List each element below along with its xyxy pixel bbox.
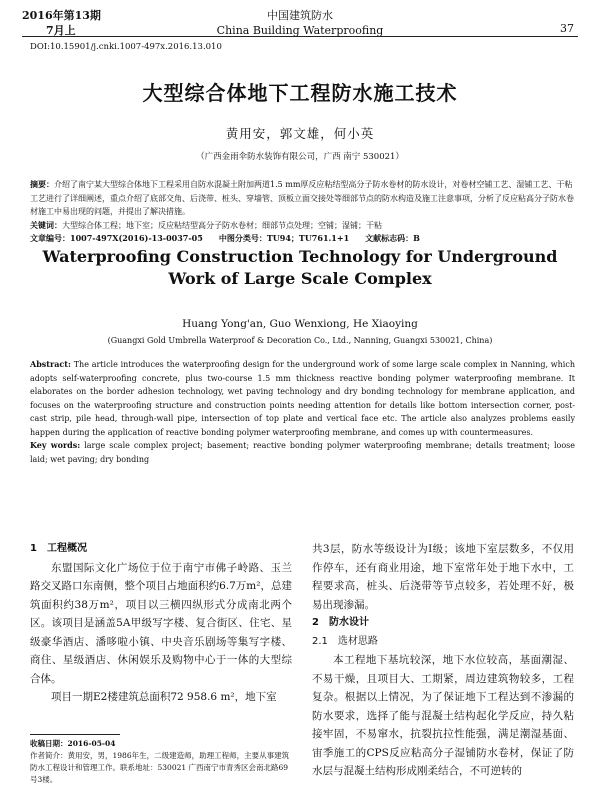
authors-cn: 黄用安，郭文雄，何小英	[225, 126, 375, 141]
section-1-heading: 1 工程概况	[30, 543, 87, 554]
year-issue: 2016年第13期	[22, 9, 101, 22]
affiliation-cn: （广西金雨伞防水装饰有限公司，广西 南宁 530021）	[196, 152, 404, 162]
abstract-en-label: Abstract:	[30, 359, 71, 369]
abstract-cn-label: 摘要：	[30, 179, 54, 189]
affiliation-en: (Guangxi Gold Umbrella Waterproof & Decoration Co., Ltd., Nanning, Guangxi 530021, China)	[107, 336, 493, 345]
keywords-en-label: Key words:	[30, 440, 81, 450]
right-paragraph-1: 共3层，防水等级设计为Ⅰ级；该地下室层数多，不仅用作停车，还有商业用途，地下室常年处于地下水中，工程要求高，桩头、后浇带等节点较多，若处理不好，极易出现渗漏。	[312, 543, 574, 611]
keywords-en: large scale complex project; basement; reactive bonding polymer waterproofing membrane; details treatment; loose laid; wet paving; dry bonding	[30, 441, 575, 464]
doi: DOI:10.15901/j.cnki.1007-497x.2016.13.010	[30, 42, 222, 52]
body-right-column	[312, 540, 574, 781]
header-rule	[22, 36, 578, 37]
article-meta: 文章编号：1007-497X(2016)-13-0037-05 中图分类号：TU94；TU761.1+1 文献标志码：B	[30, 233, 420, 243]
journal-name-en: China Building Waterproofing	[216, 24, 384, 37]
footnote	[30, 738, 292, 786]
author-info: 作者简介：黄用安，男，1986年生，二级建造师，助理工程师，主要从事建筑防水工程设计和管理工作。联系地址：530021 广西南宁市青秀区会南北路69号3楼。	[30, 751, 290, 784]
section-1-paragraph-2: 项目一期E2楼建筑总面积72 958.6 m²，地下室	[51, 691, 277, 703]
journal-name-header	[170, 8, 430, 38]
footnote-rule	[30, 734, 120, 735]
abstract-cn	[30, 178, 575, 246]
authors-en: Huang Yong'an, Guo Wenxiong, He Xiaoying	[182, 318, 418, 330]
issue-month: 7月上	[46, 24, 76, 37]
journal-issue-header	[22, 8, 101, 38]
section-2-1-heading: 2.1 选材思路	[312, 635, 378, 647]
section-2-heading: 2 防水设计	[312, 617, 369, 628]
journal-name-cn: 中国建筑防水	[267, 9, 333, 22]
section-1-paragraph-1: 东盟国际文化广场位于位于南宁市佛子岭路、玉兰路交叉路口东南侧，整个项目占地面积约6.7万m²，总建筑面积约38万m²，项目以三横四纵形式分成南北两个区。该项目是涵盖5A甲级写字楼、复合街区、住宅、星级豪华酒店、潘哆啦小镇、中央音乐剧场等集写字楼、商住、星级酒店、休闲娱乐及购物中心于一体的大型综合体。	[30, 561, 292, 685]
abstract-en	[30, 358, 575, 466]
abstract-en-text: The article introduces the waterproofing design for the underground work of some large scale complex in Nanning, which adopts self-waterproofing concrete, plus two-course 1.5 mm thickness reactive bonding polymer waterproofing membrane. It elaborates on the border adhesion technology, wet paving technology and dry bonding technology for membrane application, and focuses on the waterproofing structure and construction points needing attention for details like bottom intersection corner, post-cast strip, pile head, through-wall pipe, intersection of top plate and vertical face etc. The article also analyzes problems easily happen during the application of reactive bonding polymer waterproofing membrane, and comes up with countermeasures.	[30, 360, 575, 437]
section-2-1-paragraph: 本工程地下基坑较深，地下水位较高，基面潮湿、不易干燥，且项目大、工期紧，周边建筑物较多，工程复杂。根据以上情况，为了保证地下工程达到不渗漏的防水要求，选择了能与混凝土结构起化学反应，持久粘接牢固，不易窜水，抗裂抗拉性能强，满足潮湿基面、宙季施工的CPS反应粘高分子湿铺防水卷材，保证了防水层与混凝土结构形成刚柔结合，不可逆转的	[312, 654, 574, 777]
page-number: 37	[560, 22, 574, 35]
abstract-cn-text: 介绍了南宁某大型综合体地下工程采用自防水混凝土附加两道1.5 mm厚反应粘结型高分子防水卷材的防水设计，对卷材空铺工艺、湿铺工艺、干粘工艺进行了详细阐述，重点介绍了底部交角、后浇带、桩头、穿墙管、顶板立面交接处等细部节点的防水构造及施工注意事项，分析了反应粘高分子防水卷材施工中易出现的问题，并提出了解决措施。	[30, 180, 574, 216]
received-date: 收稿日期：2016-05-04	[30, 739, 116, 748]
body-left-column	[30, 540, 292, 707]
keywords-cn: 大型综合体工程；地下室；反应粘结型高分子防水卷材；细部节点处理；空铺；湿铺；干粘	[62, 220, 382, 230]
keywords-cn-label: 关键词：	[30, 219, 62, 230]
title-en: Waterproofing Construction Technology for Underground Work of Large Scale Complex	[42, 247, 558, 288]
title-cn: 大型综合体地下工程防水施工技术	[142, 81, 458, 105]
